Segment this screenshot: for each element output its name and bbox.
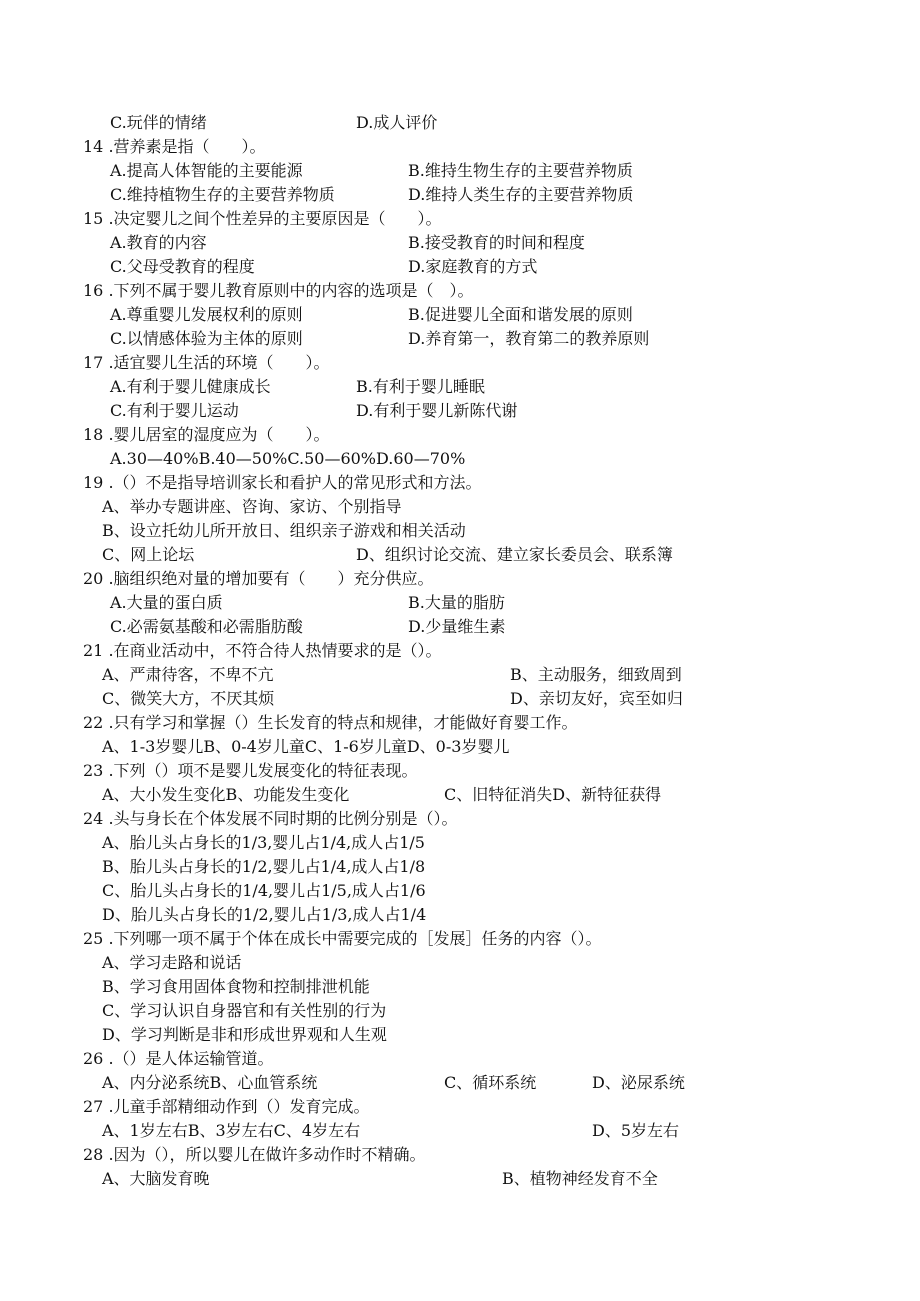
option-c: C、微笑大方，不厌其烦 <box>102 689 275 708</box>
option-d: D.少量维生素 <box>408 617 506 636</box>
question-19: 19 .（）不是指导培训家长和看护人的常见形式和方法。 <box>83 473 482 492</box>
option-b: B.有利于婴儿睡眠 <box>356 377 485 396</box>
question-20: 20 .脑组织绝对量的增加要有（ ）充分供应。 <box>83 569 434 588</box>
option-d: D、胎儿头占身长的1/2,婴儿占1/3,成人占1/4 <box>102 905 427 924</box>
question-24: 24 .头与身长在个体发展不同时期的比例分别是（）。 <box>83 809 458 828</box>
option-c: C.有利于婴儿运动 <box>110 401 239 420</box>
option-abc: A、1岁左右B、3岁左右C、4岁左右 <box>102 1121 361 1140</box>
option-b: B、胎儿头占身长的1/2,婴儿占1/4,成人占1/8 <box>102 857 426 876</box>
option-b: B、设立托幼儿所开放日、组织亲子游戏和相关活动 <box>102 521 466 540</box>
option-b: B.大量的脂肪 <box>408 593 505 612</box>
question-18: 18 .婴儿居室的湿度应为（ ）。 <box>83 425 330 444</box>
option-d: D、学习判断是非和形成世界观和人生观 <box>102 1025 387 1044</box>
option-d: D.成人评价 <box>356 113 438 132</box>
question-22: 22 .只有学习和掌握（）生长发育的特点和规律，才能做好育婴工作。 <box>83 713 578 732</box>
option-c: C、网上论坛 <box>102 545 195 564</box>
option-cd: C、旧特征消失D、新特征获得 <box>444 785 662 804</box>
option-c: C、胎儿头占身长的1/4,婴儿占1/5,成人占1/6 <box>102 881 426 900</box>
question-15: 15 .决定婴儿之间个性差异的主要原因是（ ）。 <box>83 209 442 228</box>
question-17: 17 .适宜婴儿生活的环境（ ）。 <box>83 353 330 372</box>
option-d: D.有利于婴儿新陈代谢 <box>356 401 518 420</box>
question-16: 16 .下列不属于婴儿教育原则中的内容的选项是（ ）。 <box>83 281 474 300</box>
option-abcd: A.30—40%B.40—50%C.50—60%D.60—70% <box>110 449 466 468</box>
option-a: A、举办专题讲座、咨询、家访、个别指导 <box>102 497 402 516</box>
option-ab: A、大小发生变化B、功能发生变化 <box>102 785 350 804</box>
option-a: A、大脑发育晚 <box>102 1169 210 1188</box>
option-c: C.必需氨基酸和必需脂肪酸 <box>110 617 303 636</box>
option-a: A、严肃待客，不卑不亢 <box>102 665 274 684</box>
option-d: D、组织讨论交流、建立家长委员会、联系簿 <box>356 545 673 564</box>
option-abcd: A、1-3岁婴儿B、0-4岁儿童C、1-6岁儿童D、0-3岁婴儿 <box>102 737 510 756</box>
option-a: A、学习走路和说话 <box>102 953 242 972</box>
question-25: 25 .下列哪一项不属于个体在成长中需要完成的［发展］任务的内容（）。 <box>83 929 602 948</box>
option-ab: A、内分泌系统B、心血管系统 <box>102 1073 318 1092</box>
question-21: 21 .在商业活动中，不符合待人热情要求的是（）。 <box>83 641 442 660</box>
option-b: B、主动服务，细致周到 <box>510 665 682 684</box>
option-b: B.促进婴儿全面和谐发展的原则 <box>408 305 633 324</box>
option-c: C.以情感体验为主体的原则 <box>110 329 303 348</box>
option-a: A.教育的内容 <box>110 233 207 252</box>
option-d: D、亲切友好，宾至如归 <box>510 689 683 708</box>
option-c: C、学习认识自身器官和有关性别的行为 <box>102 1001 387 1020</box>
option-d: D、泌尿系统 <box>592 1073 685 1092</box>
question-28: 28 .因为（），所以婴儿在做许多动作时不精确。 <box>83 1145 426 1164</box>
option-c: C、循环系统 <box>444 1073 537 1092</box>
option-d: D.维持人类生存的主要营养物质 <box>408 185 634 204</box>
option-d: D、5岁左右 <box>592 1121 680 1140</box>
question-23: 23 .下列（）项不是婴儿发展变化的特征表现。 <box>83 761 418 780</box>
option-a: A.有利于婴儿健康成长 <box>110 377 271 396</box>
option-b: B、植物神经发育不全 <box>502 1169 658 1188</box>
option-b: B、学习食用固体食物和控制排泄机能 <box>102 977 370 996</box>
option-c: C.玩伴的情绪 <box>110 113 207 132</box>
question-26: 26 .（）是人体运输管道。 <box>83 1049 274 1068</box>
option-a: A.尊重婴儿发展权利的原则 <box>110 305 303 324</box>
option-d: D.家庭教育的方式 <box>408 257 538 276</box>
question-27: 27 .儿童手部精细动作到（）发育完成。 <box>83 1097 370 1116</box>
question-14: 14 .营养素是指（ ）。 <box>83 137 266 156</box>
option-a: A、胎儿头占身长的1/3,婴儿占1/4,成人占1/5 <box>102 833 425 852</box>
option-b: B.维持生物生存的主要营养物质 <box>408 161 633 180</box>
option-a: A.大量的蛋白质 <box>110 593 223 612</box>
option-b: B.接受教育的时间和程度 <box>408 233 585 252</box>
option-a: A.提高人体智能的主要能源 <box>110 161 303 180</box>
option-c: C.维持植物生存的主要营养物质 <box>110 185 335 204</box>
option-c: C.父母受教育的程度 <box>110 257 255 276</box>
option-d: D.养育第一，教育第二的教养原则 <box>408 329 650 348</box>
